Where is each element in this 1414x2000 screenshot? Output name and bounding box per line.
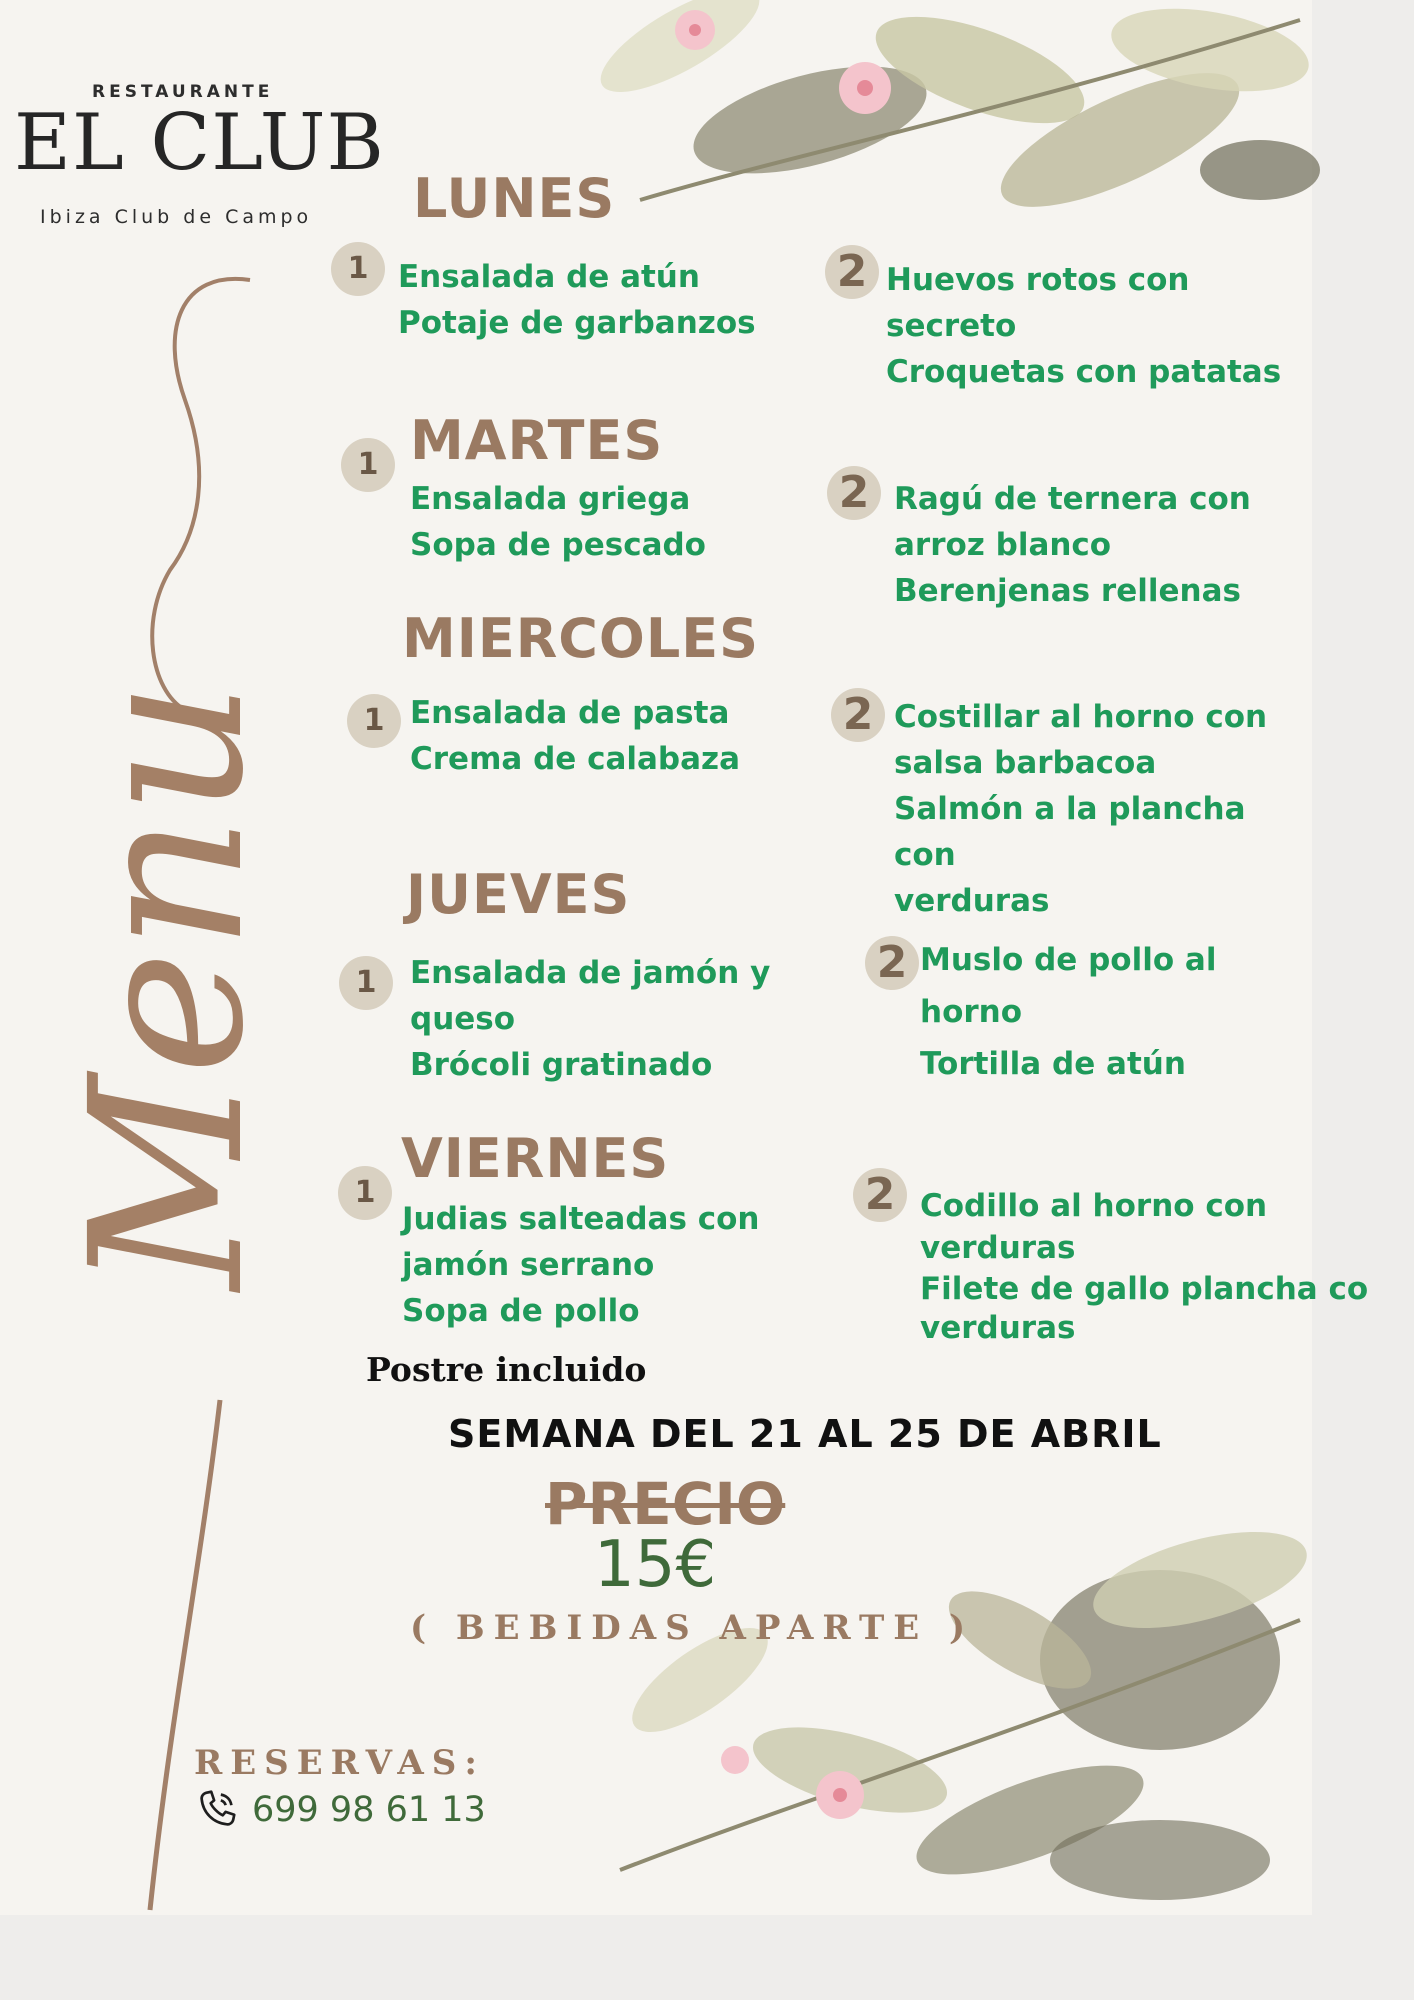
day-title-jueves: JUEVES: [406, 863, 631, 926]
dish-item: Berenjenas rellenas: [894, 573, 1241, 609]
dish-item: jamón serrano: [402, 1247, 655, 1283]
day-title-lunes: LUNES: [413, 167, 616, 230]
dish-item: Filete de gallo plancha co: [920, 1271, 1369, 1307]
second-course-list-martes: [894, 476, 1251, 614]
first-course-list-martes: [410, 476, 706, 568]
dish-item: Brócoli gratinado: [410, 1047, 713, 1083]
course-1-badge-jueves: 1: [339, 956, 393, 1010]
dish-item: Codillo al horno con: [920, 1188, 1268, 1224]
reservations-label: RESERVAS:: [194, 1743, 485, 1783]
menu-script-text: Menu: [45, 680, 290, 1290]
dish-item: Crema de calabaza: [410, 741, 740, 777]
floral-top-decoration: [560, 0, 1312, 215]
dish-item: verduras: [920, 1230, 1076, 1266]
dish-item: Ensalada de atún: [398, 259, 700, 295]
dish-item: arroz blanco: [894, 527, 1112, 563]
course-2-badge-viernes: 2: [853, 1168, 907, 1222]
second-course-list-miercoles: [894, 694, 1312, 924]
first-course-list-viernes: [402, 1196, 759, 1334]
dish-item: Potaje de garbanzos: [398, 305, 756, 341]
dish-item: Croquetas con patatas: [886, 354, 1282, 390]
phone-icon: [194, 1786, 240, 1832]
dish-item: queso: [410, 1001, 516, 1037]
price-label: PRECIO: [545, 1470, 786, 1538]
first-course-list-miercoles: [410, 690, 740, 782]
menu-script-decoration: [0, 270, 290, 1920]
phone-number: 699 98 61 13: [252, 1790, 486, 1830]
first-course-list-jueves: [410, 950, 770, 1088]
dish-item: Ragú de ternera con: [894, 481, 1251, 517]
week-label: SEMANA DEL 21 AL 25 DE ABRIL: [448, 1412, 1162, 1456]
drinks-note: ( BEBIDAS APARTE ): [410, 1608, 975, 1648]
day-title-viernes: VIERNES: [401, 1127, 670, 1190]
dish-item: Costillar al horno con: [894, 699, 1268, 735]
second-course-list-viernes: [920, 1184, 1369, 1346]
dish-item: salsa barbacoa: [894, 745, 1157, 781]
dish-item: Huevos rotos con secreto: [886, 262, 1190, 344]
dish-item: Ensalada de pasta: [410, 695, 730, 731]
day-title-miercoles: MIERCOLES: [402, 607, 760, 670]
second-course-list-jueves: [920, 934, 1312, 1090]
dish-item: Ensalada griega: [410, 481, 691, 517]
dish-item: verduras: [894, 883, 1050, 919]
dish-item: Sopa de pescado: [410, 527, 706, 563]
dish-item: Judias salteadas con: [402, 1201, 760, 1237]
second-course-list-lunes: [886, 257, 1312, 395]
course-2-badge-miercoles: 2: [831, 688, 885, 742]
course-1-badge-miercoles: 1: [347, 694, 401, 748]
course-2-badge-martes: 2: [827, 466, 881, 520]
course-1-badge-lunes: 1: [331, 242, 385, 296]
course-2-badge-lunes: 2: [825, 245, 879, 299]
course-1-badge-viernes: 1: [338, 1166, 392, 1220]
brand-name: EL CLUB: [14, 98, 385, 188]
course-2-badge-jueves: 2: [865, 936, 919, 990]
dish-item: Sopa de pollo: [402, 1293, 640, 1329]
first-course-list-lunes: [398, 254, 756, 346]
postre-note: Postre incluido: [366, 1350, 647, 1389]
brand-prefix: RESTAURANTE: [92, 82, 274, 102]
course-1-badge-martes: 1: [341, 438, 395, 492]
dish-item: Muslo de pollo al horno: [920, 942, 1217, 1030]
dish-item: Salmón a la plancha con: [894, 791, 1246, 873]
brand-subtitle: Ibiza Club de Campo: [40, 206, 313, 228]
price-value: 15€: [594, 1528, 717, 1602]
dish-item: Ensalada de jamón y: [410, 955, 771, 991]
dish-item: Tortilla de atún: [920, 1046, 1186, 1082]
day-title-martes: MARTES: [410, 409, 664, 472]
dish-item: verduras: [920, 1310, 1076, 1346]
